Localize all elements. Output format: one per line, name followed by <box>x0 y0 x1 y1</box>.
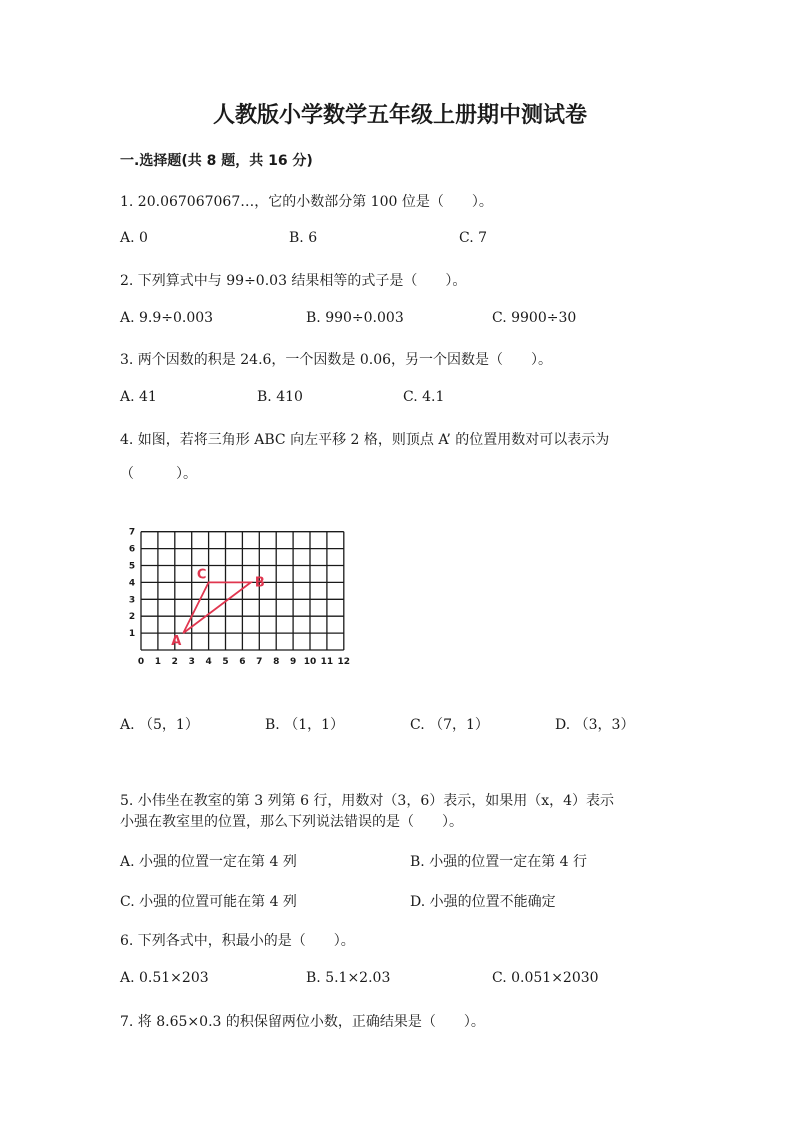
coordinate-grid-figure <box>115 518 365 673</box>
question-2-option-c: C. 9900÷30 <box>492 310 577 326</box>
vertex-label-a: A <box>171 634 182 650</box>
x-axis-tick-label: 0 <box>137 657 145 667</box>
question-5-option-b: B. 小强的位置一定在第 4 行 <box>410 854 587 870</box>
question-5-option-a: A. 小强的位置一定在第 4 列 <box>120 854 297 870</box>
question-4-option-c: C. （7，1） <box>410 717 489 733</box>
question-4-stem-line-1: 4. 如图，若将三角形 ABC 向左平移 2 格，则顶点 A’ 的位置用数对可以表示为 <box>120 432 610 448</box>
question-4-option-b: B. （1，1） <box>265 717 345 733</box>
question-1-stem: 1. 20.067067067…，它的小数部分第 100 位是（ ）。 <box>120 194 493 210</box>
question-4-option-a: A. （5，1） <box>120 717 199 733</box>
x-axis-tick-label: 8 <box>273 657 280 667</box>
question-5-option-d: D. 小强的位置不能确定 <box>410 894 556 910</box>
x-axis-tick-label: 6 <box>239 657 246 667</box>
y-axis-tick-label: 3 <box>128 595 136 606</box>
question-1-option-c: C. 7 <box>459 230 488 246</box>
triangle-abc <box>183 582 251 633</box>
y-axis-tick-label: 4 <box>128 578 136 589</box>
question-4-option-d: D. （3，3） <box>555 717 635 733</box>
question-2-stem: 2. 下列算式中与 99÷0.03 结果相等的式子是（ ）。 <box>120 273 467 289</box>
question-1-option-a: A. 0 <box>120 230 148 246</box>
question-3-stem: 3. 两个因数的积是 24.6，一个因数是 0.06，另一个因数是（ ）。 <box>120 352 553 368</box>
question-6-option-a: A. 0.51×203 <box>120 970 209 986</box>
y-axis-tick-label: 1 <box>128 629 136 640</box>
question-6-option-b: B. 5.1×2.03 <box>306 970 391 986</box>
x-axis-tick-label: 11 <box>320 657 334 667</box>
vertex-label-b: B <box>254 575 265 591</box>
x-axis-tick-label: 1 <box>154 657 162 667</box>
y-axis-tick-label: 2 <box>128 612 136 623</box>
question-5-option-c: C. 小强的位置可能在第 4 列 <box>120 894 297 910</box>
question-2-option-b: B. 990÷0.003 <box>306 310 404 326</box>
x-axis-tick-label: 4 <box>205 657 212 667</box>
question-3-option-a: A. 41 <box>120 389 157 405</box>
question-1-option-b: B. 6 <box>289 230 318 246</box>
page-title: 人教版小学数学五年级上册期中测试卷 <box>212 103 587 128</box>
question-3-option-c: C. 4.1 <box>403 389 445 405</box>
x-axis-tick-label: 5 <box>222 657 229 667</box>
y-axis-tick-label: 7 <box>128 527 136 538</box>
question-3-option-b: B. 410 <box>257 389 303 405</box>
x-axis-tick-label: 2 <box>171 657 178 667</box>
y-axis-tick-label: 5 <box>128 561 136 572</box>
question-6-stem: 6. 下列各式中，积最小的是（ ）。 <box>120 933 355 949</box>
question-2-option-a: A. 9.9÷0.003 <box>120 310 214 326</box>
section-heading: 一.选择题(共 8 题，共 16 分) <box>120 153 313 169</box>
x-axis-tick-label: 3 <box>188 657 195 667</box>
question-6-option-c: C. 0.051×2030 <box>492 970 599 986</box>
question-4-stem-line-2: （ ）。 <box>120 466 197 482</box>
question-5-stem-line-1: 5. 小伟坐在教室的第 3 列第 6 行，用数对（3，6）表示，如果用（x，4）表示 <box>120 793 615 809</box>
question-5-stem-line-2: 小强在教室里的位置，那么下列说法错误的是（ ）。 <box>120 814 463 830</box>
question-7-stem: 7. 将 8.65×0.3 的积保留两位小数，正确结果是（ ）。 <box>120 1014 485 1030</box>
y-axis-tick-label: 6 <box>128 544 136 555</box>
x-axis-tick-label: 10 <box>303 657 317 667</box>
x-axis-tick-label: 12 <box>337 657 351 667</box>
vertex-label-c: C <box>196 567 207 583</box>
x-axis-tick-label: 7 <box>256 657 263 667</box>
x-axis-tick-label: 9 <box>289 657 297 667</box>
